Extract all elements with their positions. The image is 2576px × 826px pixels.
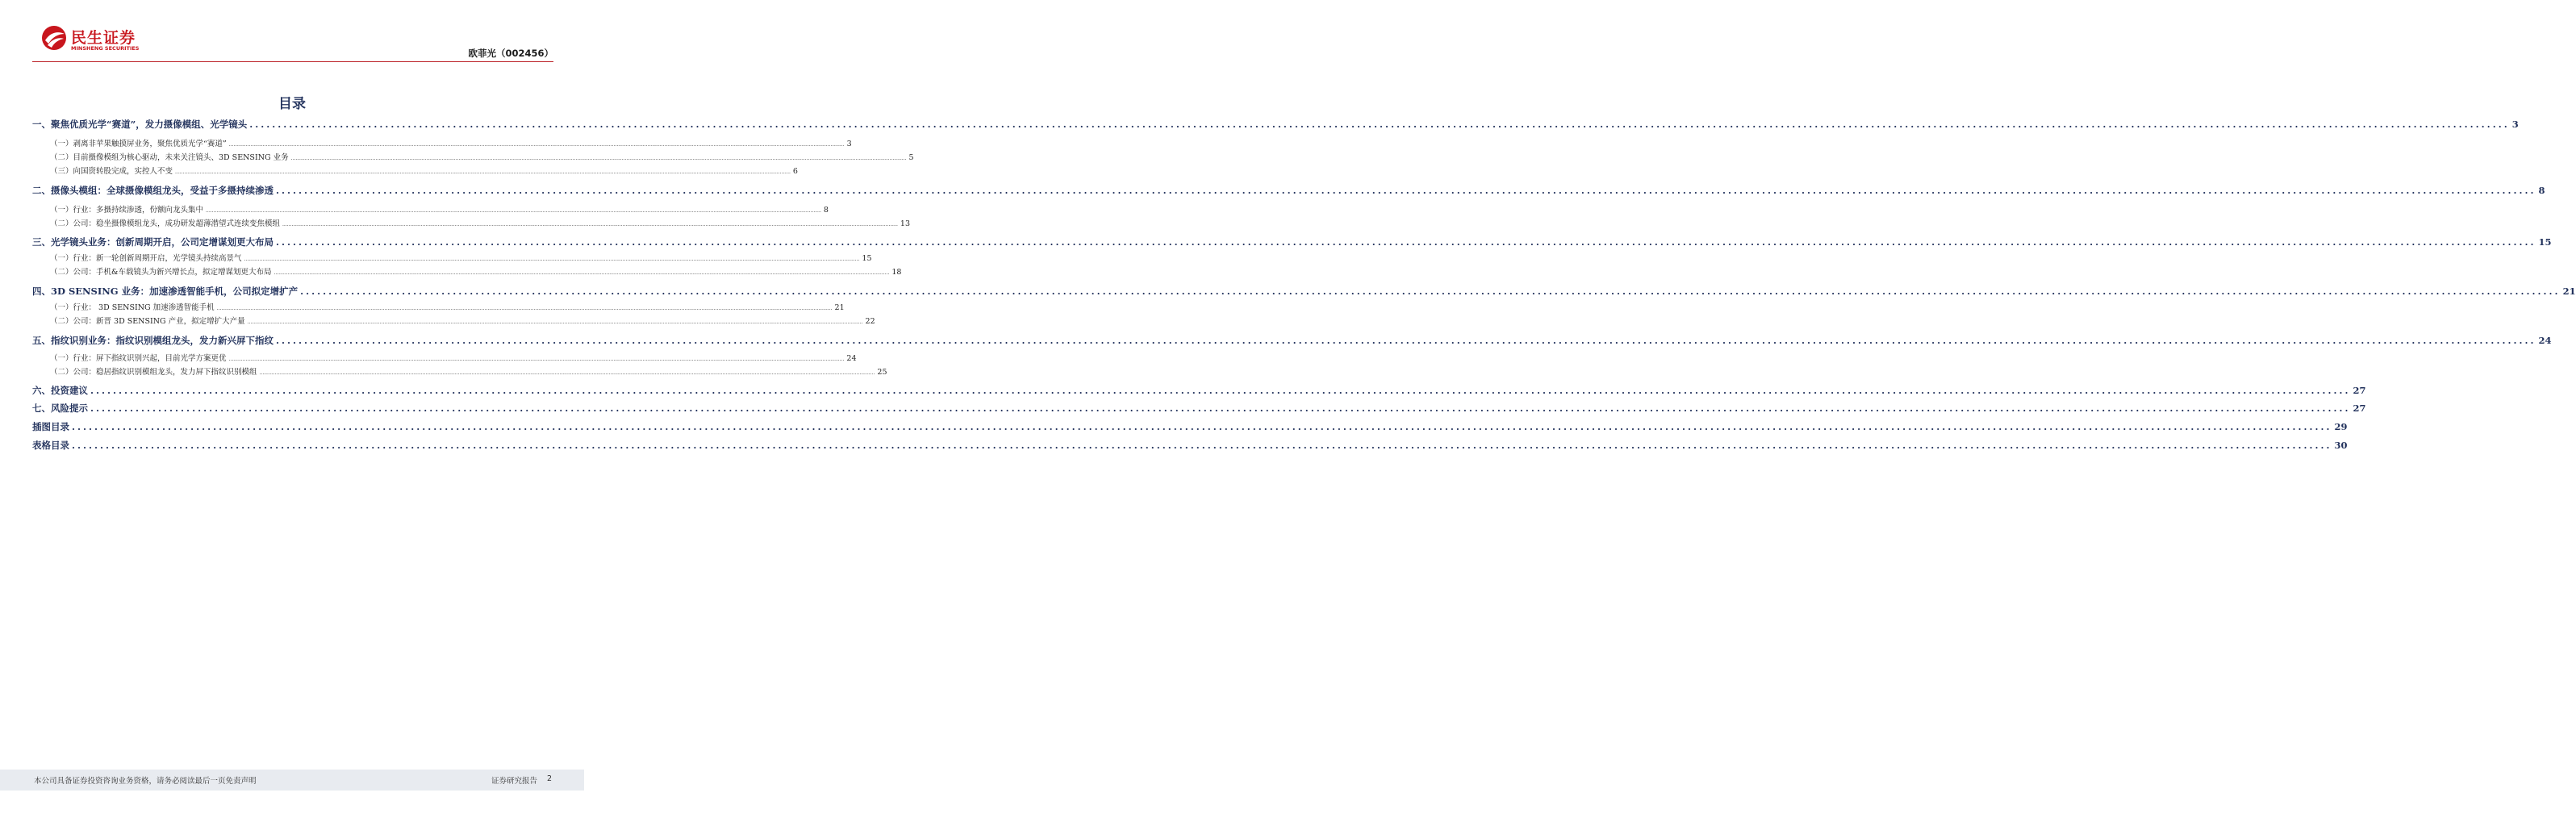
toc-dot-leader: ................................................................................................................................................................................................................................................................................................................................................................................................................	[290, 156, 907, 161]
toc-dot-leader: ................................................................................................................................................................................................................................................................................................................................................................................................................	[259, 370, 875, 376]
toc-entry-title: （一）行业： 3D SENSING 加速渗透智能手机	[50, 303, 215, 312]
toc-subsection-entry[interactable]	[50, 203, 829, 215]
toc-subsection-entry[interactable]	[50, 315, 875, 326]
toc-dot-leader: ................................................................................................................................................................................................................................................................................................................................................................................................................	[206, 208, 821, 214]
toc-page-number: 3	[2511, 119, 2519, 130]
toc-section-entry[interactable]	[32, 402, 2366, 415]
toc-page-number: 25	[877, 368, 887, 377]
toc-section-entry[interactable]	[32, 118, 2519, 131]
toc-dot-leader: ................................................................................................................................................................................................................................................................................................................................................................................................................	[90, 385, 2351, 396]
toc-page-number: 27	[2353, 385, 2366, 396]
toc-entry-title: （一）行业：新一轮创新周期开启，光学镜头持续高景气	[50, 254, 242, 263]
company-ticker: 欧菲光（002456）	[468, 48, 553, 59]
toc-dot-leader: ................................................................................................................................................................................................................................................................................................................................................................................................................	[228, 357, 845, 362]
toc-page-number: 3	[846, 140, 852, 148]
toc-page-number: 15	[862, 254, 872, 263]
toc-subsection-entry[interactable]	[50, 365, 887, 377]
toc-entry-title: （三）向国资转股完成，实控人不变	[50, 167, 173, 176]
toc-dot-leader: ................................................................................................................................................................................................................................................................................................................................................................................................................	[276, 236, 2536, 248]
logo-chinese-name: 民生证券	[71, 29, 136, 47]
toc-page-number: 13	[900, 219, 910, 228]
toc-dot-leader: ................................................................................................................................................................................................................................................................................................................................................................................................................	[247, 319, 863, 325]
toc-entry-title: （一）剥离非苹果触摸屏业务，聚焦优质光学“赛道”	[50, 140, 227, 148]
toc-section-entry[interactable]	[32, 420, 2348, 433]
toc-entry-title: （二）公司：稳坐摄像模组龙头，成功研发超薄潜望式连续变焦模组	[50, 219, 281, 228]
toc-subsection-entry[interactable]	[50, 352, 857, 363]
toc-section-entry[interactable]	[32, 334, 2552, 347]
toc-dot-leader: ................................................................................................................................................................................................................................................................................................................................................................................................................	[216, 306, 833, 311]
toc-entry-title: 二、摄像头模组：全球摄像模组龙头，受益于多摄持续渗透	[32, 185, 273, 196]
toc-entry-title: 插图目录	[32, 421, 69, 432]
toc-page-number: 8	[2538, 185, 2545, 196]
logo-mark-icon	[40, 24, 68, 52]
toc-entry-title: 三、光学镜头业务：创新周期开启，公司定增谋划更大布局	[32, 236, 273, 248]
toc-entry-title: （一）行业：多摄持续渗透，份额向龙头集中	[50, 206, 204, 215]
toc-section-entry[interactable]	[32, 285, 2576, 298]
toc-page-number: 8	[823, 206, 829, 215]
toc-title: 目录	[278, 96, 306, 112]
toc-entry-title: （二）目前摄像模组为核心驱动，未来关注镜头、3D SENSING 业务	[50, 153, 289, 162]
toc-subsection-entry[interactable]	[50, 165, 798, 176]
toc-dot-leader: ................................................................................................................................................................................................................................................................................................................................................................................................................	[72, 421, 2332, 432]
toc-page-number: 30	[2334, 440, 2348, 451]
toc-page-number: 15	[2538, 236, 2552, 248]
toc-dot-leader: ................................................................................................................................................................................................................................................................................................................................................................................................................	[72, 440, 2332, 451]
toc-dot-leader: ................................................................................................................................................................................................................................................................................................................................................................................................................	[228, 142, 845, 148]
footer-disclaimer: 本公司具备证券投资咨询业务资格，请务必阅读最后一页免责声明	[34, 777, 257, 786]
toc-subsection-entry[interactable]	[50, 217, 910, 228]
logo-english-name: MINSHENG SECURITIES	[71, 45, 140, 52]
toc-page-number: 21	[2562, 286, 2576, 297]
toc-dot-leader: ................................................................................................................................................................................................................................................................................................................................................................................................................	[276, 185, 2536, 196]
toc-entry-title: （一）行业：屏下指纹识别兴起，目前光学方案更优	[50, 354, 227, 363]
toc-dot-leader: ................................................................................................................................................................................................................................................................................................................................................................................................................	[273, 270, 890, 276]
toc-subsection-entry[interactable]	[50, 252, 872, 263]
toc-page-number: 21	[834, 303, 845, 312]
toc-dot-leader: ................................................................................................................................................................................................................................................................................................................................................................................................................	[90, 403, 2351, 414]
footer-report-type: 证券研究报告	[491, 777, 537, 786]
toc-page-number: 6	[792, 167, 798, 176]
toc-entry-title: （二）公司：新晋 3D SENSING 产业，拟定增扩大产量	[50, 317, 245, 326]
toc-entry-title: 六、投资建议	[32, 385, 88, 396]
toc-section-entry[interactable]	[32, 236, 2552, 248]
toc-page-number: 18	[891, 268, 902, 277]
company-logo	[40, 24, 153, 56]
toc-subsection-entry[interactable]	[50, 301, 845, 312]
toc-entry-title: 表格目录	[32, 440, 69, 451]
toc-section-entry[interactable]	[32, 384, 2366, 397]
toc-dot-leader: ................................................................................................................................................................................................................................................................................................................................................................................................................	[175, 169, 791, 175]
toc-entry-title: （二）公司：手机&车载镜头为新兴增长点，拟定增谋划更大布局	[50, 268, 272, 277]
toc-dot-leader: ................................................................................................................................................................................................................................................................................................................................................................................................................	[249, 119, 2510, 130]
toc-dot-leader: ................................................................................................................................................................................................................................................................................................................................................................................................................	[244, 257, 860, 262]
toc-page-number: 27	[2353, 403, 2366, 414]
toc-section-entry[interactable]	[32, 439, 2348, 452]
toc-page-number: 22	[865, 317, 875, 326]
toc-section-entry[interactable]	[32, 184, 2545, 197]
toc-entry-title: 七、风险提示	[32, 403, 88, 414]
toc-page-number: 24	[846, 354, 857, 363]
toc-dot-leader: ................................................................................................................................................................................................................................................................................................................................................................................................................	[282, 222, 898, 227]
toc-page-number: 29	[2334, 421, 2348, 432]
toc-entry-title: （二）公司：稳居指纹识别模组龙头，发力屏下指纹识别模组	[50, 368, 257, 377]
toc-entry-title: 一、聚焦优质光学“赛道”，发力摄像模组、光学镜头	[32, 119, 248, 130]
toc-dot-leader: ................................................................................................................................................................................................................................................................................................................................................................................................................	[276, 335, 2536, 346]
toc-subsection-entry[interactable]	[50, 151, 914, 162]
page-header	[0, 0, 584, 63]
toc-page-number: 5	[908, 153, 914, 162]
toc-page-number: 24	[2538, 335, 2552, 346]
toc-subsection-entry[interactable]	[50, 137, 852, 148]
toc-subsection-entry[interactable]	[50, 265, 902, 277]
toc-entry-title: 五、指纹识别业务：指纹识别模组龙头，发力新兴屏下指纹	[32, 335, 273, 346]
header-divider	[32, 61, 553, 62]
toc-entry-title: 四、3D SENSING 业务：加速渗透智能手机，公司拟定增扩产	[32, 286, 299, 297]
footer-page-number: 2	[546, 774, 552, 783]
toc-dot-leader: ................................................................................................................................................................................................................................................................................................................................................................................................................	[300, 286, 2561, 297]
